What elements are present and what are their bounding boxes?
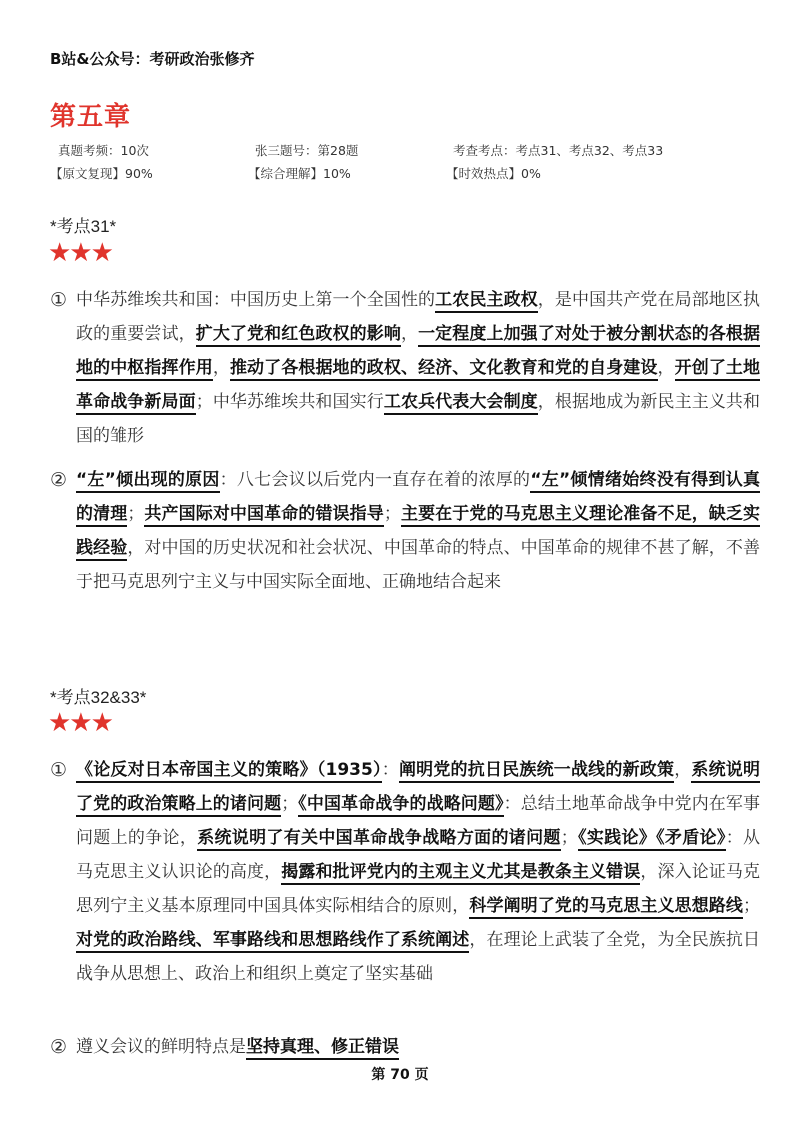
item-text [72, 463, 760, 599]
item-text [72, 753, 760, 991]
body-text: ，在理论上武装了全党，为全民族抗日战争从思想上、政治上和组织上奠定了坚实基础 [76, 930, 760, 984]
meta-hotspot: 【时效热点】0% [446, 166, 541, 181]
body-text: ： [381, 760, 399, 780]
meta-question-number: 张三题号：第28题 [255, 143, 359, 158]
body-text: 遵义会议的鲜明特点是 [76, 1037, 246, 1057]
key-phrase: 工农民主政权 [435, 290, 538, 313]
key-phrase: 系统说明了党的政治策略上的诸问题 [76, 760, 760, 817]
item-number: ① [50, 289, 68, 311]
body-text: ：八七会议以后党内一直存在着的浓厚的 [219, 470, 531, 490]
key-phrase: 揭露和批评党内的主观主义尤其是教条主义错误 [281, 862, 640, 885]
key-phrase: 共产国际对中国革命的错误指导 [144, 504, 384, 527]
body-text: ； [383, 504, 401, 524]
body-text: ，深入论证马克思列宁主义基本原理同中国具体实际相结合的原则， [76, 862, 761, 916]
key-phrase: 系统说明了有关中国革命战争战略方面的诸问题 [197, 828, 561, 851]
item-number: ② [50, 469, 68, 491]
body-text: ，是中国共产党在局部地区执政的重要尝试， [76, 290, 761, 344]
key-phrase: 科学阐明了党的马克思主义思想路线 [469, 896, 743, 919]
list-item [50, 1030, 760, 1064]
star-rating-icon: ★★★ [48, 238, 112, 268]
list-item [50, 463, 760, 599]
list-item [50, 283, 760, 453]
section-title: *考点31* [50, 217, 117, 236]
meta-test-points: 考查考点：考点31、考点32、考点33 [453, 143, 664, 158]
key-phrase: 开创了土地革命战争新局面 [76, 358, 760, 415]
meta-frequency: 真题考频：10次 [58, 143, 149, 158]
body-text: ； [743, 896, 760, 916]
key-phrase: 推动了各根据地的政权、经济、文化教育和党的自身建设 [230, 358, 658, 381]
body-text: ； [127, 504, 145, 524]
key-phrase: 扩大了党和红色政权的影响 [196, 324, 401, 347]
body-text: ， [657, 358, 675, 378]
key-phrase: 阐明党的抗日民族统一战线的新政策 [399, 760, 674, 783]
key-phrase: 《论反对日本帝国主义的策略》（1935） [76, 760, 382, 783]
body-text: ； [281, 794, 299, 814]
body-text: ； [560, 828, 578, 848]
body-text: ， [212, 358, 230, 378]
page-number: 第 70 页 [371, 1067, 429, 1083]
item-number: ① [50, 759, 68, 781]
key-phrase: 对党的政治路线、军事路线和思想路线作了系统阐述 [76, 930, 469, 953]
body-text: ：总结土地革命战争中党内在军事问题上的争论， [76, 794, 761, 848]
meta-comprehensive: 【综合理解】10% [248, 166, 351, 181]
body-text: ，对中国的历史状况和社会状况、中国革命的特点、中国革命的规律不甚了解，不善于把马克思列宁主义与中国实际全面地、正确地结合起来 [76, 538, 761, 592]
body-text: ， [400, 324, 419, 344]
section-title: *考点32&33* [50, 688, 147, 707]
item-text [72, 1030, 760, 1064]
list-item [50, 753, 760, 991]
star-rating-icon: ★★★ [48, 708, 112, 738]
chapter-title: 第五章 [50, 102, 132, 132]
body-text: ，根据地成为新民主主义共和国的雏形 [76, 392, 761, 446]
key-phrase: 坚持真理、修正错误 [246, 1037, 399, 1060]
key-phrase: 一定程度上加强了对处于被分割状态的各根据地的中枢指挥作用 [76, 324, 760, 381]
item-text [72, 283, 760, 453]
body-text: 中华苏维埃共和国：中国历史上第一个全国性的 [76, 290, 436, 310]
key-phrase: 工农兵代表大会制度 [384, 392, 538, 415]
key-phrase: “左”倾出现的原因 [76, 470, 220, 493]
body-text: ， [674, 760, 692, 780]
body-text: ：从马克思主义认识论的高度， [76, 828, 760, 882]
key-phrase: 《实践论》《矛盾论》 [578, 828, 726, 851]
brand-header: B站&公众号：考研政治张修齐 [50, 50, 255, 68]
meta-original-text: 【原文复现】90% [50, 166, 153, 181]
key-phrase: “左”倾情绪始终没有得到认真的清理 [76, 470, 760, 527]
item-number: ② [50, 1036, 68, 1058]
key-phrase: 主要在于党的马克思主义理论准备不足，缺乏实践经验 [76, 504, 760, 561]
key-phrase: 《中国革命战争的战略问题》 [298, 794, 503, 817]
body-text: ；中华苏维埃共和国实行 [195, 392, 384, 412]
